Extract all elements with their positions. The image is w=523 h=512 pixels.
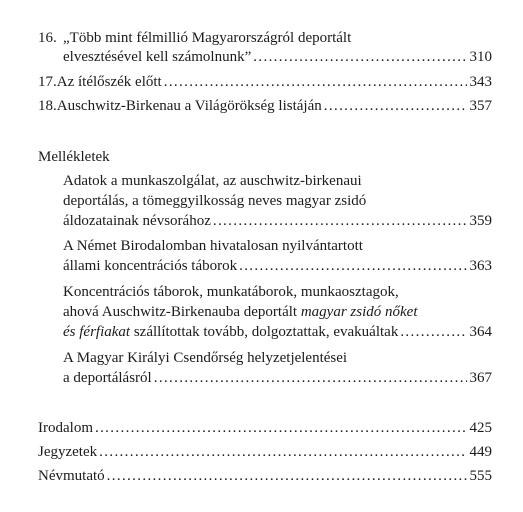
toc-entry-16-line2 xyxy=(63,47,492,67)
appendix-item-title: A Magyar Királyi Csendőrség helyzetjelentései xyxy=(63,350,348,366)
toc-entry-17 xyxy=(38,72,492,92)
appendix-item-title: A Német Birodalomban hivatalosan nyilvántartott xyxy=(63,238,363,254)
dot-leader xyxy=(324,96,467,116)
appendix-item-3-line2 xyxy=(63,302,492,322)
dot-leader xyxy=(253,47,466,67)
toc-page-number: 425 xyxy=(469,420,492,436)
appendix-item-1-line3 xyxy=(63,211,492,231)
toc-entry-16-line1 xyxy=(38,28,468,48)
appendix-heading xyxy=(38,147,468,167)
appendix-item-4-line1 xyxy=(63,348,492,368)
toc-entry-jegyzetek xyxy=(38,442,492,462)
dot-leader xyxy=(239,256,466,276)
appendix-item-title: Adatok a munkaszolgálat, az auschwitz-birkenaui xyxy=(63,173,362,189)
toc-entry-number: 18. xyxy=(38,98,57,114)
appendix-item-title-cont: áldozatainak névsorához xyxy=(63,213,211,229)
toc-page-number: 555 xyxy=(469,468,492,484)
appendix-item-title-cont: szállítottak tovább, dolgoztattak, evakuáltak xyxy=(130,324,399,340)
toc-page-number: 364 xyxy=(469,324,492,340)
toc-page-number: 357 xyxy=(469,98,492,114)
appendix-item-title-cont: ahová Auschwitz-Birkenauba deportált xyxy=(63,304,301,320)
toc-entry-title: „Több mint félmillió Magyarországról deportált xyxy=(63,30,352,46)
toc-entry-number: 16. xyxy=(38,30,57,46)
dot-leader xyxy=(99,442,466,462)
toc-entry-title: Irodalom xyxy=(38,420,93,436)
appendix-item-4-line2 xyxy=(63,368,492,388)
toc-entry-title: Jegyzetek xyxy=(38,444,98,460)
appendix-item-2-line1 xyxy=(63,236,492,256)
dot-leader xyxy=(164,72,467,92)
toc-entry-18 xyxy=(38,96,492,116)
dot-leader xyxy=(213,211,467,231)
appendix-item-title-italic: magyar zsidó nőket xyxy=(300,304,418,320)
toc-page-number: 363 xyxy=(469,258,492,274)
toc-entry-title-cont: elvesztésével kell számolnunk” xyxy=(63,49,252,65)
toc-page-number: 310 xyxy=(469,49,492,65)
appendix-heading-text: Mellékletek xyxy=(38,149,110,165)
appendix-item-1-line2 xyxy=(63,191,492,211)
toc-entry-irodalom xyxy=(38,418,492,438)
appendix-item-3-line1 xyxy=(63,282,492,302)
toc-entry-title: Auschwitz-Birkenau a Világörökség listáján xyxy=(56,98,322,114)
toc-entry-number: 17. xyxy=(38,74,57,90)
appendix-item-title-cont: deportálás, a tömeggyilkosság neves magyar zsidó xyxy=(63,193,367,209)
appendix-item-3-line3 xyxy=(63,322,492,342)
dot-leader xyxy=(400,322,466,342)
toc-entry-nevmutato xyxy=(38,466,492,486)
appendix-item-2-line2 xyxy=(63,256,492,276)
dot-leader xyxy=(154,368,467,388)
appendix-item-title-cont: a deportálásról xyxy=(63,370,152,386)
dot-leader xyxy=(107,466,467,486)
appendix-item-title-cont: állami koncentrációs táborok xyxy=(63,258,238,274)
toc-page-number: 449 xyxy=(469,444,492,460)
toc-page-number: 359 xyxy=(469,213,492,229)
dot-leader xyxy=(95,418,467,438)
appendix-item-title-italic: és férfiakat xyxy=(63,324,131,340)
toc-page-number: 367 xyxy=(469,370,492,386)
toc-entry-title: Névmutató xyxy=(38,468,105,484)
toc-entry-title: Az ítélőszék előtt xyxy=(56,74,162,90)
toc-page-number: 343 xyxy=(469,74,492,90)
appendix-item-1-line1 xyxy=(63,171,492,191)
appendix-item-title: Koncentrációs táborok, munkatáborok, munkaosztagok, xyxy=(63,284,399,300)
